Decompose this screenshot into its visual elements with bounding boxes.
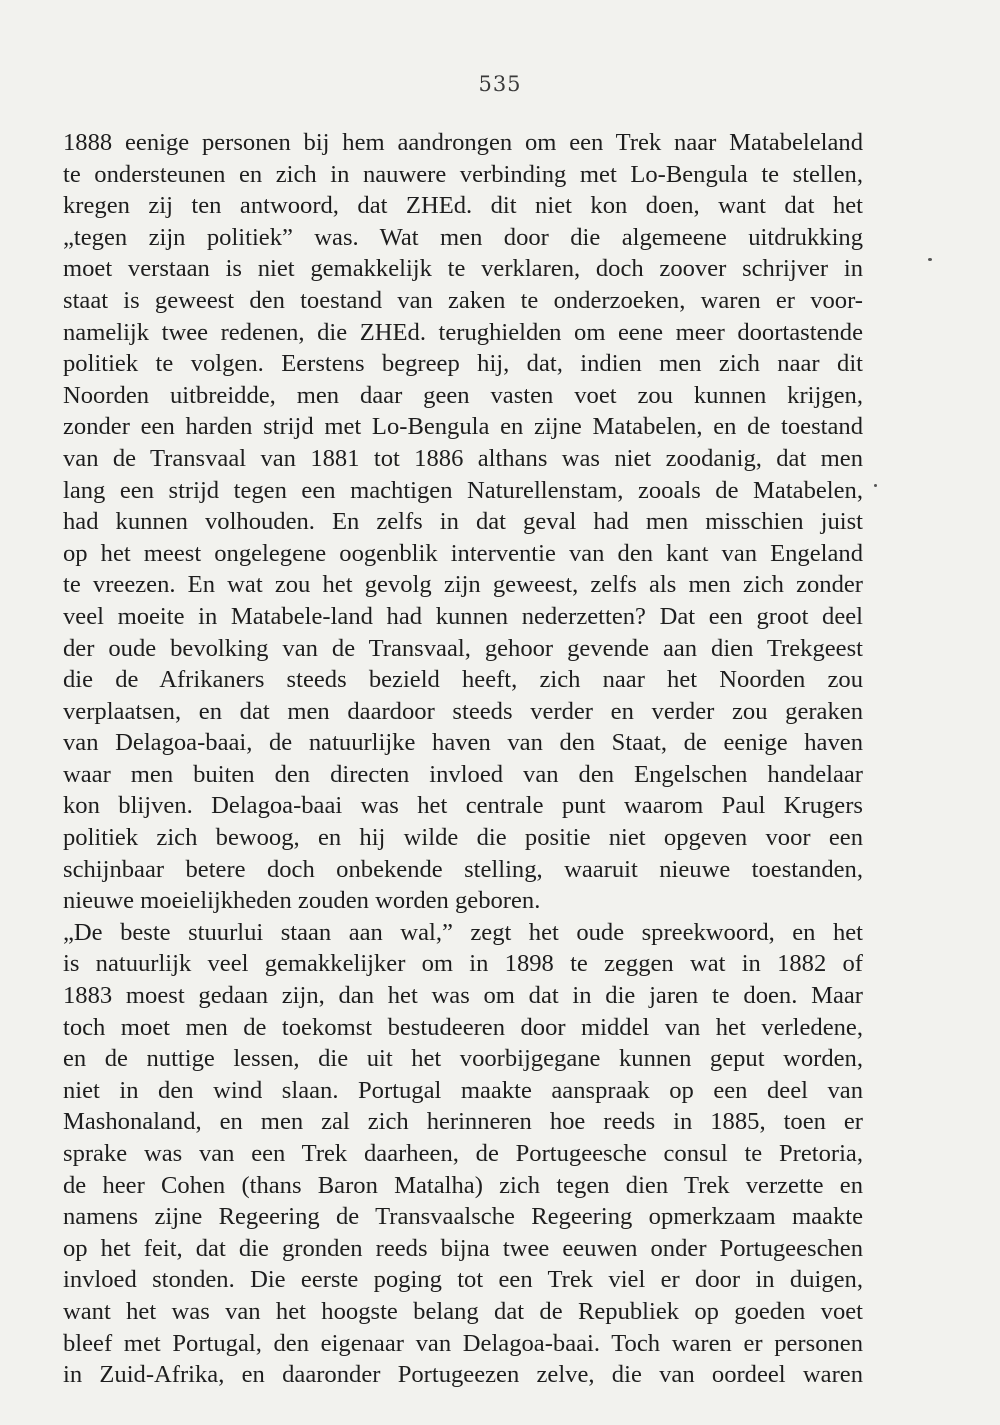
text-line: van de Transvaal van 1881 tot 1886 althans was niet zoodanig, dat men	[63, 444, 863, 472]
text-line: van Delagoa-baai, de natuurlijke haven van den Staat, de eenige haven	[63, 729, 863, 757]
text-line: te vreezen. En wat zou het gevolg zijn geweest, zelfs als men zich zonder	[63, 571, 863, 599]
paper-speck	[928, 258, 932, 261]
text-line: nieuwe moeielijkheden zouden worden geboren.	[63, 887, 541, 915]
text-line: Mashonaland, en men zal zich herinneren hoe reeds in 1885, toen er	[63, 1108, 863, 1136]
text-line: op het meest ongelegene oogenblik interventie van den kant van Engeland	[63, 539, 863, 567]
text-line: Noorden uitbreidde, men daar geen vasten voet zou kunnen krijgen,	[63, 381, 863, 409]
text-line: schijnbaar betere doch onbekende stelling, waaruit nieuwe toestanden,	[63, 855, 863, 883]
text-line: namelijk twee redenen, die ZHEd. terughielden om eene meer doortastende	[63, 318, 863, 346]
text-line: 1883 moest gedaan zijn, dan het was om dat in die jaren te doen. Maar	[63, 982, 863, 1010]
text-line: der oude bevolking van de Transvaal, gehoor gevende aan dien Trekgeest	[63, 634, 863, 662]
text-line: politiek zich bewoog, en hij wilde die positie niet opgeven voor een	[63, 824, 863, 852]
text-line: te ondersteunen en zich in nauwere verbinding met Lo-Bengula te stellen,	[63, 160, 863, 188]
text-line: toch moet men de toekomst bestudeeren door middel van het verledene,	[63, 1013, 863, 1041]
text-line: moet verstaan is niet gemakkelijk te verklaren, doch zoover schrijver in	[63, 255, 863, 283]
text-line: niet in den wind slaan. Portugal maakte aanspraak op een deel van	[63, 1076, 863, 1104]
text-line: verplaatsen, en dat men daardoor steeds verder en verder zou geraken	[63, 697, 863, 725]
text-line: is natuurlijk veel gemakkelijker om in 1898 te zeggen wat in 1882 of	[63, 950, 863, 978]
text-line: want het was van het hoogste belang dat de Republiek op goeden voet	[63, 1297, 863, 1325]
text-line: lang een strijd tegen een machtigen Naturellenstam, zooals de Matabelen,	[63, 476, 863, 504]
text-line: waar men buiten den directen invloed van den Engelschen handelaar	[63, 760, 863, 788]
body-text	[63, 127, 863, 1391]
text-line: sprake was van een Trek daarheen, de Portugeesche consul te Pretoria,	[63, 1140, 863, 1167]
text-line: had kunnen volhouden. En zelfs in dat geval had men misschien juist	[63, 508, 863, 536]
text-line: in Zuid-Afrika, en daaronder Portugeezen zelve, die van oordeel waren	[63, 1361, 863, 1389]
text-line: de heer Cohen (thans Baron Matalha) zich tegen dien Trek verzette en	[63, 1171, 863, 1199]
page-number: 535	[478, 72, 522, 96]
text-line: bleef met Portugal, den eigenaar van Delagoa-baai. Toch waren er personen	[63, 1329, 863, 1357]
text-line: invloed stonden. Die eerste poging tot een Trek viel er door in duigen,	[63, 1266, 863, 1294]
text-line: kregen zij ten antwoord, dat ZHEd. dit niet kon doen, want dat het	[63, 192, 863, 220]
text-line: en de nuttige lessen, die uit het voorbijgegane kunnen geput worden,	[63, 1045, 863, 1073]
text-line: kon blijven. Delagoa-baai was het centrale punt waarom Paul Krugers	[63, 792, 863, 820]
text-line: 1888 eenige personen bij hem aandrongen om een Trek naar Matabeleland	[63, 129, 863, 156]
text-line: die de Afrikaners steeds bezield heeft, zich naar het Noorden zou	[63, 666, 863, 694]
text-line: op het feit, dat die gronden reeds bijna twee eeuwen onder Portugeeschen	[63, 1234, 863, 1262]
text-line: staat is geweest den toestand van zaken te onderzoeken, waren er voor-	[63, 286, 863, 314]
text-line: zonder een harden strijd met Lo-Bengula en zijne Matabelen, en de toestand	[63, 413, 863, 441]
text-line: veel moeite in Matabele-land had kunnen nederzetten? Dat een groot deel	[63, 602, 863, 630]
text-line: namens zijne Regeering de Transvaalsche Regeering opmerkzaam maakte	[63, 1203, 863, 1231]
text-line: „De beste stuurlui staan aan wal,” zegt het oude spreekwoord, en het	[63, 918, 863, 946]
text-line: „tegen zijn politiek” was. Wat men door die algemeene uitdrukking	[63, 223, 863, 251]
paper-speck	[874, 484, 877, 487]
text-line: politiek te volgen. Eerstens begreep hij, dat, indien men zich naar dit	[63, 350, 863, 378]
